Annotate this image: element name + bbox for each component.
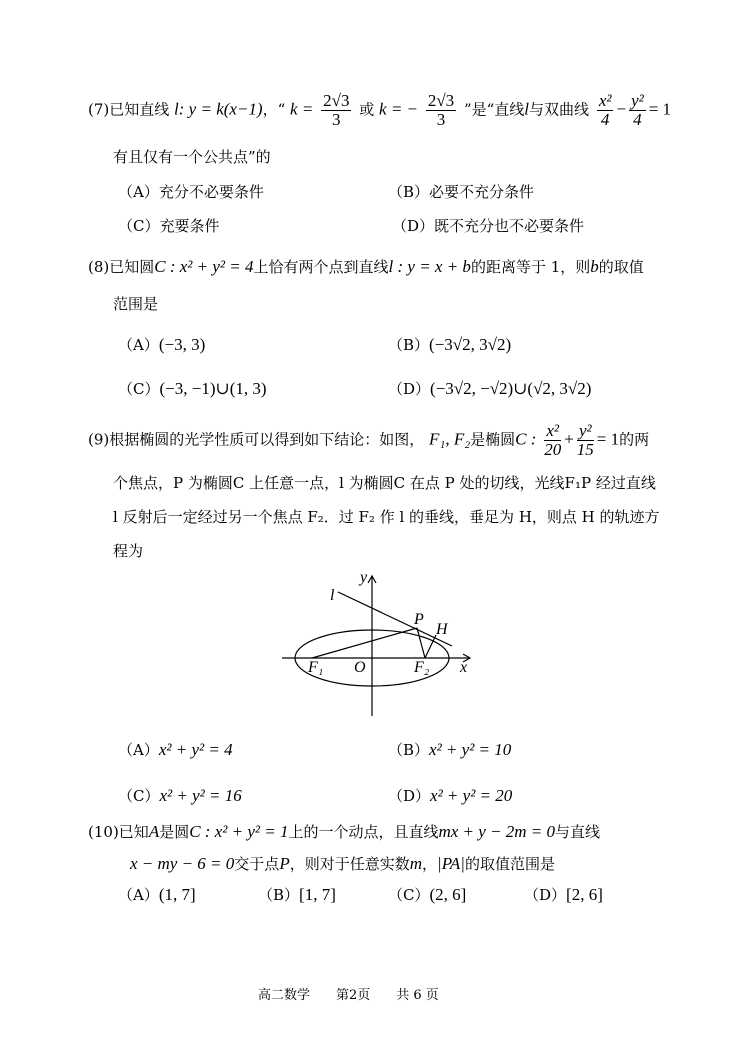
q9-line3: l 反射后一定经过另一个焦点 F₂．过 F₂ 作 l 的垂线，垂足为 H，则点 H 的轨迹方 <box>113 508 660 526</box>
fig-label-x: x <box>460 659 468 676</box>
q7-hyperbola-y: $\frac{\text{y²}}{4}$ <box>631 91 644 129</box>
q10-option-c: （C）(2, 6] <box>388 885 467 904</box>
q7-k2-fraction: $\frac{2√3}{3}$ <box>427 91 455 129</box>
ray-f1p <box>312 628 417 658</box>
q9-option-d: （D）x² + y² = 20 <box>388 786 513 805</box>
q9-line4: 程为 <box>113 542 144 560</box>
q10-number: (10) <box>88 823 119 841</box>
q9-ellipse-x: $\frac{\text{x²}}{20}$ <box>544 421 562 459</box>
q7-number: (7) <box>88 100 110 119</box>
q9-number: (9) <box>88 430 110 449</box>
fig-label-y: y <box>360 569 368 586</box>
ellipse-figure <box>270 568 490 720</box>
q7-hyperbola-x: $\frac{\text{x²}}{4}$ <box>598 91 612 129</box>
fig-label-o: O <box>354 659 366 676</box>
fig-label-f2: F₂ <box>414 659 430 676</box>
q9-ellipse-y: $\frac{\text{y²}}{15}$ <box>576 421 594 459</box>
q7-option-b: （B）必要不充分条件 <box>388 183 535 201</box>
q7-option-d: （D）既不充分也不必要条件 <box>392 217 585 235</box>
q8-option-c: （C）(−3, −1)∪(1, 3) <box>118 379 267 398</box>
q9-line2: 个焦点，P 为椭圆C 上任意一点，l 为椭圆C 在点 P 处的切线，光线F₁P 经过直线 <box>113 474 656 492</box>
q10-option-b: （B）[1, 7] <box>258 885 336 904</box>
q7-line-equation: l: y = k(x−1) <box>174 99 263 119</box>
q8-option-b: （B）(−3√2, 3√2) <box>388 335 512 354</box>
q8-line2: 范围是 <box>113 295 159 313</box>
q8-line1: (8)已知圆C : x² + y² = 4上恰有两个点到直线l : y = x + b的距离等于 1，则b的取值 <box>88 257 644 276</box>
q8-option-d: （D）(−3√2, −√2)∪(√2, 3√2) <box>388 379 592 398</box>
q8-option-a: （A）(−3, 3) <box>118 335 206 354</box>
q10-line1: (10)已知A是圆C : x² + y² = 1上的一个动点，且直线mx + y − 2m = 0与直线 <box>88 822 601 841</box>
q7-line1: (7)已知直线 l: y = k(x−1)，“ k = $\frac{2√3}{3}$ 或 k = − $\frac{2√3}{3}$ ”是“直线l与双曲线 $\frac{\text{x²}}{4}$ − $\frac{\text{y²}}{4}$ = 1 <box>88 91 672 129</box>
fig-label-h: H <box>436 621 448 638</box>
q8-number: (8) <box>88 258 110 276</box>
q7-line2: 有且仅有一个公共点”的 <box>113 148 271 166</box>
q9-option-b: （B）x² + y² = 10 <box>388 740 512 759</box>
q10-option-a: （A）(1, 7] <box>118 885 196 904</box>
q10-line2: x − my − 6 = 0交于点P，则对于任意实数m，|PA|的取值范围是 <box>130 854 555 873</box>
q9-option-c: （C）x² + y² = 16 <box>118 786 242 805</box>
q7-option-a: （A）充分不必要条件 <box>118 183 264 201</box>
page-footer: 高二数学 第2页 共 6 页 <box>258 988 439 1003</box>
fig-label-f1: F₁ <box>308 659 324 676</box>
q7-option-c: （C）充要条件 <box>118 217 220 235</box>
q9-option-a: （A）x² + y² = 4 <box>118 740 233 759</box>
fig-label-l: l <box>330 587 335 604</box>
q7-k1-fraction: $\frac{2√3}{3}$ <box>323 91 350 129</box>
fig-label-p: P <box>414 611 424 628</box>
q9-line1: (9)根据椭圆的光学性质可以得到如下结论：如图， F₁, F₂是椭圆C : $\frac{\text{x²}}{20}$ + $\frac{\text{y²}}{15}$ = 1的两 <box>88 421 650 459</box>
q10-option-d: （D）[2, 6] <box>524 885 603 904</box>
